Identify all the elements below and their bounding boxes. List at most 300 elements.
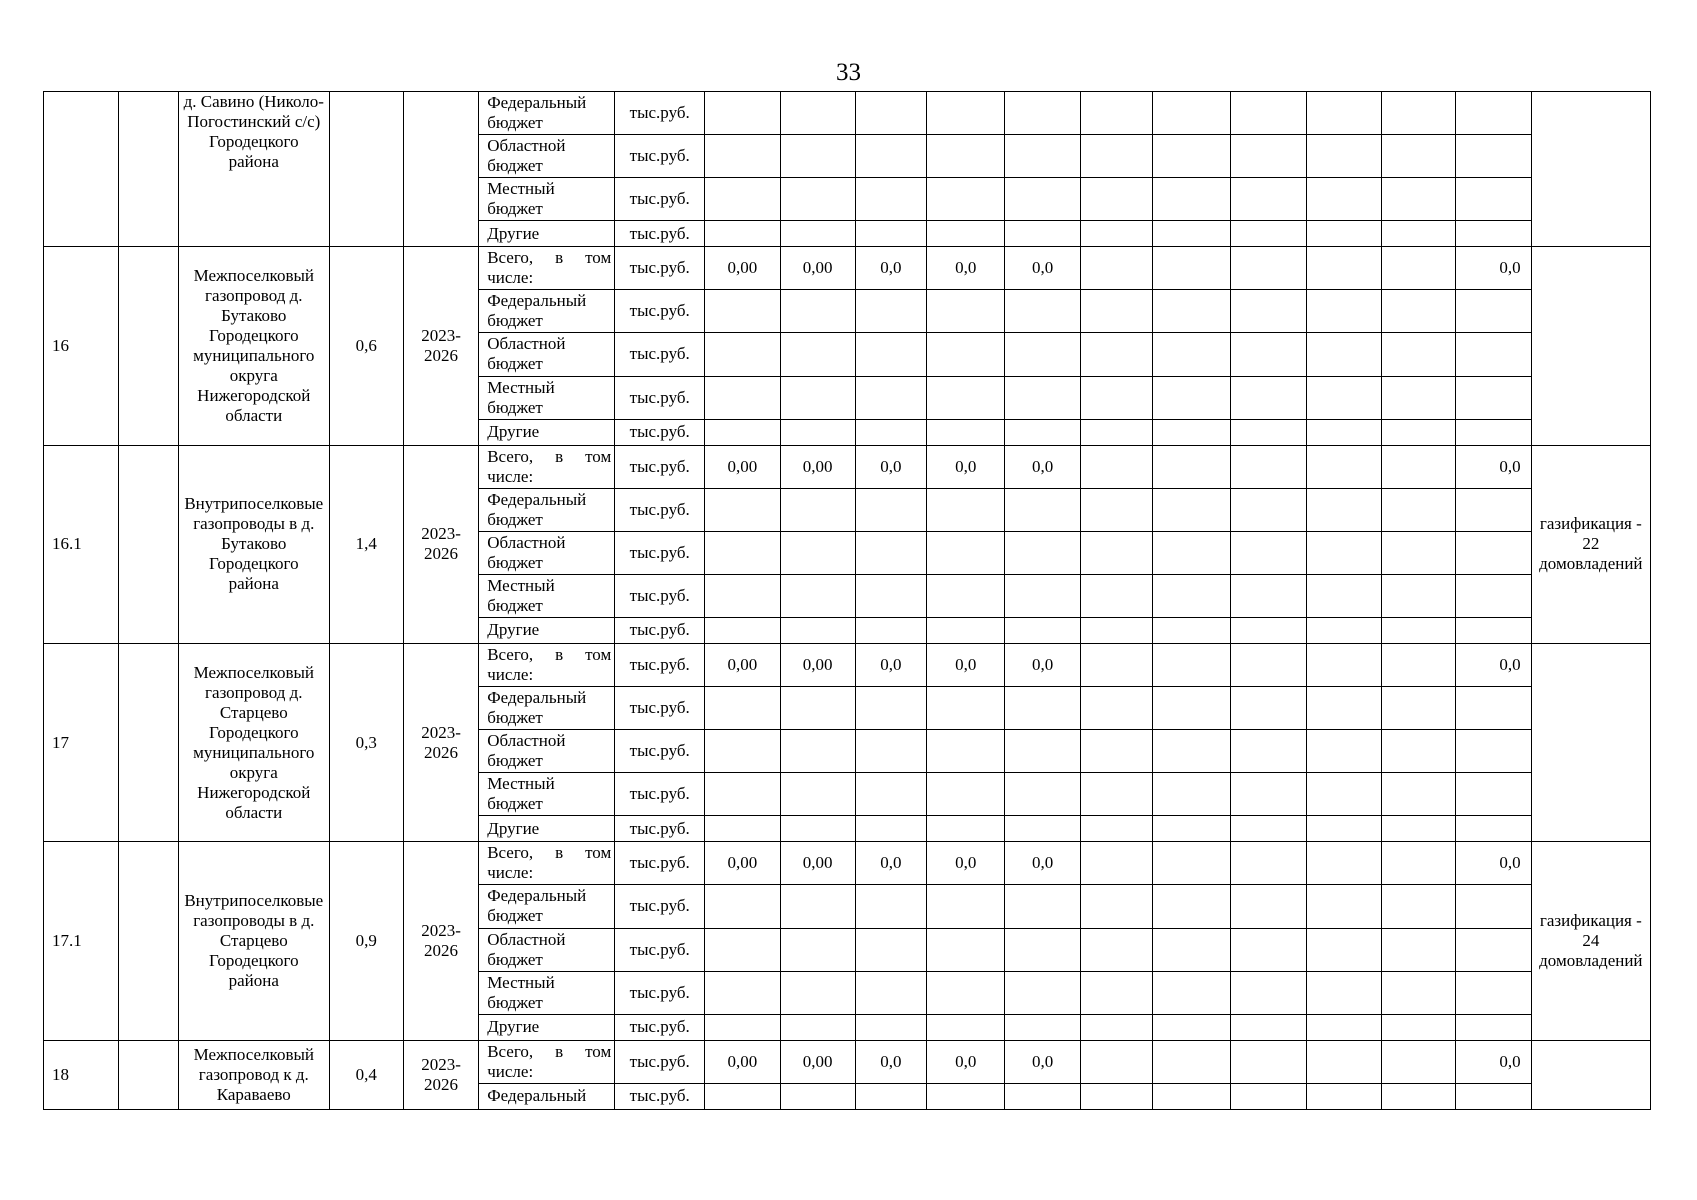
source-local: Местный бюджет xyxy=(479,971,615,1014)
empty-cell xyxy=(1382,644,1456,687)
note-cell xyxy=(1531,92,1650,247)
empty-cell xyxy=(855,885,926,928)
empty-cell xyxy=(855,290,926,333)
period-cell: 2023-2026 xyxy=(403,445,478,643)
empty-cell xyxy=(1306,290,1381,333)
empty-cell xyxy=(705,1014,780,1040)
source-total: Всего, в том числе: xyxy=(479,445,615,488)
unit-cell: тыс.руб. xyxy=(615,1040,705,1083)
empty-cell xyxy=(1456,92,1531,135)
note-cell xyxy=(1531,644,1650,842)
empty-cell xyxy=(1080,816,1152,842)
empty-cell xyxy=(1080,531,1152,574)
empty-cell xyxy=(1080,419,1152,445)
empty-cell xyxy=(1080,574,1152,617)
unit-cell: тыс.руб. xyxy=(615,617,705,643)
empty-cell xyxy=(855,617,926,643)
empty-cell xyxy=(1152,928,1230,971)
unit-cell: тыс.руб. xyxy=(615,290,705,333)
object-name: д. Савино (Николо-Погостинский с/с) Городецкого района xyxy=(178,92,329,247)
unit-cell: тыс.руб. xyxy=(615,1083,705,1109)
empty-cell xyxy=(926,574,1004,617)
source-total: Всего, в том числе: xyxy=(479,842,615,885)
total-cell: 0,0 xyxy=(1456,644,1531,687)
value-cell: 0,0 xyxy=(1005,842,1080,885)
empty-cell xyxy=(1231,247,1306,290)
empty-cell xyxy=(780,617,855,643)
note-cell: газификация - 22 домовладений xyxy=(1531,445,1650,643)
empty-cell xyxy=(1231,617,1306,643)
empty-cell xyxy=(1005,376,1080,419)
empty-cell xyxy=(1005,290,1080,333)
table-row xyxy=(44,842,1651,885)
empty-cell xyxy=(1005,178,1080,221)
empty-cell xyxy=(1382,376,1456,419)
empty-cell xyxy=(1231,842,1306,885)
empty-cell xyxy=(1080,178,1152,221)
empty-cell xyxy=(926,885,1004,928)
length-cell: 0,4 xyxy=(329,1040,403,1109)
object-name: Внутрипоселковые газопроводы в д. Старцево Городецкого района xyxy=(178,842,329,1040)
unit-cell: тыс.руб. xyxy=(615,928,705,971)
empty-cell xyxy=(1005,687,1080,730)
object-name: Межпоселковый газопровод д. Старцево Городецкого муниципального округа Нижегородской области xyxy=(178,644,329,842)
empty-cell xyxy=(1382,488,1456,531)
period-cell xyxy=(403,92,478,247)
source-other: Другие xyxy=(479,419,615,445)
value-cell: 0,0 xyxy=(926,1040,1004,1083)
empty-cell xyxy=(1382,1014,1456,1040)
unit-cell: тыс.руб. xyxy=(615,488,705,531)
empty-cell xyxy=(1005,488,1080,531)
empty-cell xyxy=(1152,574,1230,617)
empty-cell xyxy=(1080,773,1152,816)
empty-cell xyxy=(780,419,855,445)
source-total: Всего, в том числе: xyxy=(479,644,615,687)
empty-cell xyxy=(780,928,855,971)
period-cell: 2023-2026 xyxy=(403,1040,478,1109)
empty-cell xyxy=(1456,1014,1531,1040)
empty-cell xyxy=(1152,644,1230,687)
empty-cell xyxy=(705,928,780,971)
empty-cell xyxy=(1306,178,1381,221)
empty-cell xyxy=(926,730,1004,773)
empty-cell xyxy=(1382,773,1456,816)
empty-cell xyxy=(705,92,780,135)
total-cell: 0,0 xyxy=(1456,1040,1531,1083)
source-regional: Областной бюджет xyxy=(479,730,615,773)
empty-cell xyxy=(926,376,1004,419)
empty-cell xyxy=(1306,842,1381,885)
note-cell xyxy=(1531,247,1650,445)
financing-table xyxy=(43,91,1651,1110)
total-cell: 0,0 xyxy=(1456,445,1531,488)
empty-cell xyxy=(1382,221,1456,247)
value-cell: 0,00 xyxy=(780,247,855,290)
empty-cell xyxy=(1382,531,1456,574)
source-federal: Федеральный xyxy=(479,1083,615,1109)
empty-cell xyxy=(855,488,926,531)
unit-cell: тыс.руб. xyxy=(615,816,705,842)
value-cell: 0,0 xyxy=(926,644,1004,687)
unit-cell: тыс.руб. xyxy=(615,531,705,574)
empty-cell xyxy=(926,1014,1004,1040)
empty-cell xyxy=(1005,885,1080,928)
empty-cell xyxy=(1005,531,1080,574)
empty-cell xyxy=(1152,1040,1230,1083)
source-federal: Федеральный бюджет xyxy=(479,488,615,531)
empty-cell xyxy=(705,531,780,574)
empty-cell xyxy=(1080,92,1152,135)
empty-cell xyxy=(705,221,780,247)
empty-cell xyxy=(1231,816,1306,842)
empty-cell xyxy=(1080,333,1152,376)
empty-cell xyxy=(1231,574,1306,617)
empty-cell xyxy=(1152,1014,1230,1040)
source-local: Местный бюджет xyxy=(479,574,615,617)
empty-cell xyxy=(1080,221,1152,247)
empty-cell xyxy=(1152,617,1230,643)
empty-cell xyxy=(1306,816,1381,842)
value-cell: 0,00 xyxy=(705,644,780,687)
empty-cell xyxy=(855,971,926,1014)
unit-cell: тыс.руб. xyxy=(615,419,705,445)
empty-cell xyxy=(1456,290,1531,333)
empty-cell xyxy=(1080,290,1152,333)
empty-cell xyxy=(1231,773,1306,816)
empty-cell xyxy=(855,574,926,617)
empty-cell xyxy=(1080,928,1152,971)
empty-cell xyxy=(1152,290,1230,333)
empty-cell xyxy=(855,333,926,376)
empty-cell xyxy=(1005,221,1080,247)
empty-cell xyxy=(1152,419,1230,445)
empty-cell xyxy=(1080,1040,1152,1083)
empty-cell xyxy=(1382,247,1456,290)
source-other: Другие xyxy=(479,221,615,247)
empty-cell xyxy=(1456,971,1531,1014)
empty-cell xyxy=(926,135,1004,178)
total-cell: 0,0 xyxy=(1456,842,1531,885)
unit-cell: тыс.руб. xyxy=(615,1014,705,1040)
empty-cell xyxy=(1231,135,1306,178)
value-cell: 0,0 xyxy=(926,247,1004,290)
empty-cell xyxy=(1152,531,1230,574)
empty-cell xyxy=(1382,1083,1456,1109)
empty-cell xyxy=(119,247,179,445)
empty-cell xyxy=(1080,445,1152,488)
empty-cell xyxy=(119,92,179,247)
empty-cell xyxy=(1231,730,1306,773)
empty-cell xyxy=(1152,178,1230,221)
empty-cell xyxy=(1005,92,1080,135)
empty-cell xyxy=(780,178,855,221)
value-cell: 0,00 xyxy=(705,1040,780,1083)
empty-cell xyxy=(1456,221,1531,247)
empty-cell xyxy=(780,531,855,574)
period-cell: 2023-2026 xyxy=(403,247,478,445)
unit-cell: тыс.руб. xyxy=(615,135,705,178)
empty-cell xyxy=(1152,687,1230,730)
empty-cell xyxy=(1152,730,1230,773)
empty-cell xyxy=(1231,1014,1306,1040)
unit-cell: тыс.руб. xyxy=(615,842,705,885)
empty-cell xyxy=(926,971,1004,1014)
empty-cell xyxy=(1080,247,1152,290)
empty-cell xyxy=(1152,92,1230,135)
empty-cell xyxy=(1152,247,1230,290)
empty-cell xyxy=(1306,92,1381,135)
empty-cell xyxy=(926,333,1004,376)
empty-cell xyxy=(926,928,1004,971)
empty-cell xyxy=(1456,419,1531,445)
empty-cell xyxy=(780,333,855,376)
empty-cell xyxy=(1080,971,1152,1014)
table-row xyxy=(44,445,1651,488)
empty-cell xyxy=(1005,928,1080,971)
empty-cell xyxy=(926,488,1004,531)
empty-cell xyxy=(1456,333,1531,376)
empty-cell xyxy=(1152,885,1230,928)
value-cell: 0,0 xyxy=(1005,1040,1080,1083)
source-federal: Федеральный бюджет xyxy=(479,92,615,135)
empty-cell xyxy=(1152,773,1230,816)
table-row xyxy=(44,644,1651,687)
empty-cell xyxy=(1382,928,1456,971)
empty-cell xyxy=(1231,333,1306,376)
empty-cell xyxy=(926,290,1004,333)
value-cell: 0,0 xyxy=(855,842,926,885)
empty-cell xyxy=(1306,531,1381,574)
page-number: 33 xyxy=(836,59,861,86)
empty-cell xyxy=(855,1014,926,1040)
value-cell: 0,0 xyxy=(926,445,1004,488)
value-cell: 0,0 xyxy=(1005,247,1080,290)
empty-cell xyxy=(705,687,780,730)
period-cell: 2023-2026 xyxy=(403,842,478,1040)
empty-cell xyxy=(926,773,1004,816)
empty-cell xyxy=(1005,617,1080,643)
empty-cell xyxy=(1152,221,1230,247)
empty-cell xyxy=(705,971,780,1014)
empty-cell xyxy=(1306,445,1381,488)
empty-cell xyxy=(119,445,179,643)
empty-cell xyxy=(1306,1083,1381,1109)
empty-cell xyxy=(1306,1040,1381,1083)
empty-cell xyxy=(1306,376,1381,419)
empty-cell xyxy=(1306,617,1381,643)
empty-cell xyxy=(1306,730,1381,773)
length-cell xyxy=(329,92,403,247)
empty-cell xyxy=(1231,419,1306,445)
empty-cell xyxy=(1152,333,1230,376)
empty-cell xyxy=(1382,445,1456,488)
empty-cell xyxy=(780,92,855,135)
unit-cell: тыс.руб. xyxy=(615,687,705,730)
empty-cell xyxy=(1382,290,1456,333)
empty-cell xyxy=(855,221,926,247)
empty-cell xyxy=(926,221,1004,247)
empty-cell xyxy=(855,773,926,816)
empty-cell xyxy=(1306,687,1381,730)
unit-cell: тыс.руб. xyxy=(615,574,705,617)
empty-cell xyxy=(855,730,926,773)
empty-cell xyxy=(1152,445,1230,488)
empty-cell xyxy=(780,290,855,333)
empty-cell xyxy=(1152,135,1230,178)
empty-cell xyxy=(926,92,1004,135)
unit-cell: тыс.руб. xyxy=(615,92,705,135)
value-cell: 0,0 xyxy=(855,247,926,290)
empty-cell xyxy=(1231,971,1306,1014)
empty-cell xyxy=(1152,971,1230,1014)
empty-cell xyxy=(1456,928,1531,971)
empty-cell xyxy=(780,135,855,178)
empty-cell xyxy=(855,687,926,730)
empty-cell xyxy=(855,376,926,419)
empty-cell xyxy=(1231,376,1306,419)
empty-cell xyxy=(1306,773,1381,816)
empty-cell xyxy=(780,1014,855,1040)
empty-cell xyxy=(855,531,926,574)
empty-cell xyxy=(1231,92,1306,135)
empty-cell xyxy=(1382,730,1456,773)
note-cell xyxy=(1531,1040,1650,1109)
value-cell: 0,00 xyxy=(780,445,855,488)
length-cell: 0,9 xyxy=(329,842,403,1040)
empty-cell xyxy=(1152,1083,1230,1109)
value-cell: 0,0 xyxy=(855,445,926,488)
empty-cell xyxy=(1456,687,1531,730)
empty-cell xyxy=(1456,816,1531,842)
unit-cell: тыс.руб. xyxy=(615,376,705,419)
empty-cell xyxy=(705,1083,780,1109)
row-number xyxy=(44,92,119,247)
object-name: Межпоселковый газопровод д. Бутаково Городецкого муниципального округа Нижегородской области xyxy=(178,247,329,445)
empty-cell xyxy=(780,574,855,617)
empty-cell xyxy=(1080,376,1152,419)
empty-cell xyxy=(1306,333,1381,376)
empty-cell xyxy=(1382,178,1456,221)
empty-cell xyxy=(1382,1040,1456,1083)
empty-cell xyxy=(1231,687,1306,730)
row-number: 16 xyxy=(44,247,119,445)
empty-cell xyxy=(780,816,855,842)
source-total: Всего, в том числе: xyxy=(479,1040,615,1083)
empty-cell xyxy=(705,574,780,617)
empty-cell xyxy=(1456,574,1531,617)
empty-cell xyxy=(780,885,855,928)
empty-cell xyxy=(1456,135,1531,178)
value-cell: 0,0 xyxy=(855,644,926,687)
source-local: Местный бюджет xyxy=(479,773,615,816)
source-other: Другие xyxy=(479,816,615,842)
empty-cell xyxy=(1456,531,1531,574)
empty-cell xyxy=(1080,842,1152,885)
value-cell: 0,0 xyxy=(1005,445,1080,488)
empty-cell xyxy=(1382,419,1456,445)
empty-cell xyxy=(855,1083,926,1109)
source-regional: Областной бюджет xyxy=(479,135,615,178)
empty-cell xyxy=(705,290,780,333)
empty-cell xyxy=(1306,574,1381,617)
value-cell: 0,00 xyxy=(705,842,780,885)
empty-cell xyxy=(1005,135,1080,178)
empty-cell xyxy=(1152,816,1230,842)
empty-cell xyxy=(1231,928,1306,971)
empty-cell xyxy=(1231,488,1306,531)
empty-cell xyxy=(780,773,855,816)
unit-cell: тыс.руб. xyxy=(615,773,705,816)
empty-cell xyxy=(1456,885,1531,928)
empty-cell xyxy=(1382,687,1456,730)
empty-cell xyxy=(1005,971,1080,1014)
value-cell: 0,00 xyxy=(780,842,855,885)
empty-cell xyxy=(1152,376,1230,419)
empty-cell xyxy=(1231,178,1306,221)
empty-cell xyxy=(1382,816,1456,842)
value-cell: 0,00 xyxy=(780,644,855,687)
empty-cell xyxy=(705,135,780,178)
empty-cell xyxy=(855,135,926,178)
empty-cell xyxy=(855,816,926,842)
unit-cell: тыс.руб. xyxy=(615,178,705,221)
empty-cell xyxy=(1306,971,1381,1014)
empty-cell xyxy=(855,92,926,135)
empty-cell xyxy=(926,178,1004,221)
empty-cell xyxy=(1382,971,1456,1014)
empty-cell xyxy=(926,1083,1004,1109)
empty-cell xyxy=(1382,617,1456,643)
empty-cell xyxy=(1456,1083,1531,1109)
unit-cell: тыс.руб. xyxy=(615,644,705,687)
empty-cell xyxy=(1456,773,1531,816)
empty-cell xyxy=(705,376,780,419)
empty-cell xyxy=(1005,816,1080,842)
empty-cell xyxy=(1382,135,1456,178)
empty-cell xyxy=(705,617,780,643)
empty-cell xyxy=(926,531,1004,574)
empty-cell xyxy=(705,816,780,842)
empty-cell xyxy=(705,488,780,531)
source-local: Местный бюджет xyxy=(479,178,615,221)
empty-cell xyxy=(1231,445,1306,488)
empty-cell xyxy=(1456,376,1531,419)
empty-cell xyxy=(705,885,780,928)
source-regional: Областной бюджет xyxy=(479,531,615,574)
unit-cell: тыс.руб. xyxy=(615,730,705,773)
source-regional: Областной бюджет xyxy=(479,333,615,376)
empty-cell xyxy=(1005,419,1080,445)
empty-cell xyxy=(119,842,179,1040)
empty-cell xyxy=(1456,730,1531,773)
empty-cell xyxy=(1231,1040,1306,1083)
table-row xyxy=(44,247,1651,290)
row-number: 17.1 xyxy=(44,842,119,1040)
empty-cell xyxy=(1382,92,1456,135)
object-name: Внутрипоселковые газопроводы в д. Бутаково Городецкого района xyxy=(178,445,329,643)
empty-cell xyxy=(1382,842,1456,885)
empty-cell xyxy=(1080,1083,1152,1109)
length-cell: 0,3 xyxy=(329,644,403,842)
empty-cell xyxy=(1306,419,1381,445)
table-row xyxy=(44,1040,1651,1083)
empty-cell xyxy=(1382,574,1456,617)
empty-cell xyxy=(1005,730,1080,773)
row-number: 18 xyxy=(44,1040,119,1109)
empty-cell xyxy=(705,730,780,773)
source-regional: Областной бюджет xyxy=(479,928,615,971)
